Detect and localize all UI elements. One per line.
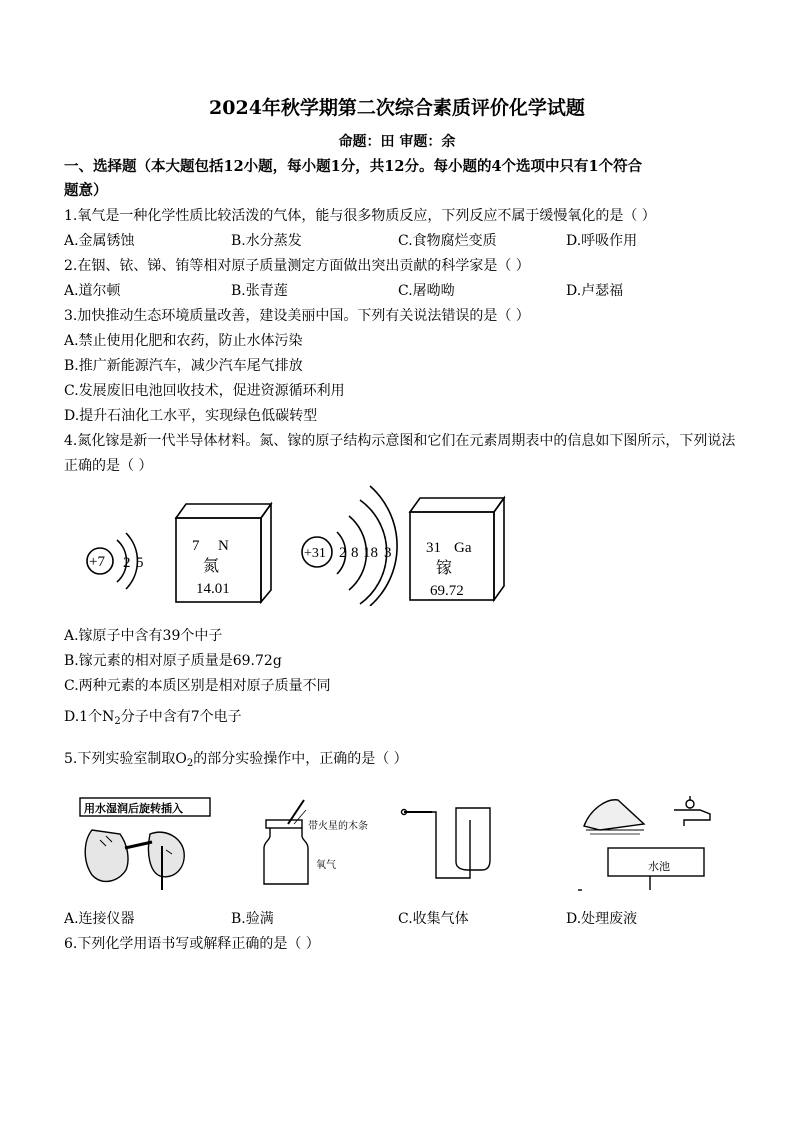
n-atomic-number: 7 — [192, 538, 200, 554]
q4-option-d-post: 分子中含有7个电子 — [120, 709, 242, 725]
fig-d-sink-label: 水池 — [648, 861, 670, 873]
q3-option-c: C.发展废旧电池回收技术，促进资源循环利用 — [64, 383, 345, 399]
question-6-stem: 6.下列化学用语书写或解释正确的是（ ） — [64, 936, 320, 952]
q5-option-c: C.收集气体 — [398, 911, 469, 927]
author-line: 命题：田 审题：余 — [338, 134, 456, 150]
ga-cube-side — [494, 498, 504, 600]
q1-option-d: D.呼吸作用 — [566, 233, 638, 249]
q5-stem-post: 的部分实验操作中，正确的是（ ） — [193, 751, 408, 767]
q2-option-c: C.屠呦呦 — [398, 283, 455, 299]
fig-b-bottle — [264, 800, 308, 884]
n-nucleus-label: +7 — [89, 554, 105, 570]
q3-option-a: A.禁止使用化肥和农药，防止水体污染 — [64, 333, 303, 349]
q4-option-d — [64, 708, 242, 731]
n-atomic-mass: 14.01 — [196, 581, 230, 597]
n-cube-side — [261, 504, 271, 602]
q2-option-d: D.卢瑟福 — [566, 283, 624, 299]
question-2-stem: 2.在铟、铱、锑、铕等相对原子质量测定方面做出突出贡献的科学家是（ ） — [64, 258, 530, 274]
q4-option-d-pre: D.1个N — [64, 709, 115, 725]
ga-atomic-number: 31 — [426, 540, 441, 556]
q5-stem-pre: 5.下列实验室制取O — [64, 751, 187, 767]
q5-option-a: A.连接仪器 — [64, 911, 135, 927]
q4-option-b: B.镓元素的相对原子质量是69.72g — [64, 653, 282, 669]
q4-option-d-sub: 2 — [114, 716, 121, 727]
n-element-name: 氮 — [203, 558, 220, 575]
n-cube-top — [176, 504, 271, 518]
ga-shell-count-4: 3 — [384, 545, 392, 561]
fig-d-waste — [578, 796, 710, 890]
fig-c-collect — [402, 808, 491, 878]
question-4-stem-cont: 正确的是（ ） — [64, 458, 153, 474]
question-4-stem: 4.氮化镓是新一代半导体材料。氮、镓的原子结构示意图和它们在元素周期表中的信息如下图所示，下列说法 — [64, 433, 736, 449]
question-1-stem: 1.氧气是一种化学性质比较活泼的气体，能与很多物质反应，下列反应不属于缓慢氧化的是（ ） — [64, 208, 656, 224]
ga-nucleus-label: +31 — [304, 546, 326, 561]
q4-option-a: A.镓原子中含有39个中子 — [64, 628, 223, 644]
q1-option-c: C.食物腐烂变质 — [398, 233, 497, 249]
ga-cube-top — [410, 498, 504, 512]
ga-shell-count-3: 18 — [363, 545, 378, 561]
question-3-stem: 3.加快推动生态环境质量改善，建设美丽中国。下列有关说法错误的是（ ） — [64, 308, 530, 324]
question-5-stem — [64, 750, 408, 773]
ga-atomic-mass: 69.72 — [430, 583, 464, 599]
q1-option-b: B.水分蒸发 — [231, 233, 302, 249]
q3-option-d: D.提升石油化工水平，实现绿色低碳转型 — [64, 408, 318, 424]
page-title: 2024年秋学期第二次综合素质评价化学试题 — [209, 97, 585, 119]
fig-b-stick-label: 带火星的木条 — [308, 821, 368, 832]
q4-option-c: C.两种元素的本质区别是相对原子质量不同 — [64, 678, 331, 694]
q1-option-a: A.金属锈蚀 — [64, 233, 135, 249]
section-heading-cont: 题意） — [64, 182, 108, 199]
q5-stem-sub: 2 — [186, 758, 194, 769]
section-heading: 一、选择题（本大题包括12小题，每小题1分，共12分。每小题的4个选项中只有1个符合 — [64, 158, 643, 175]
n-shell-count-2: 5 — [136, 555, 144, 571]
n-symbol: N — [218, 538, 229, 554]
lab-operations-figure — [70, 790, 730, 900]
ga-shell-count-2: 8 — [351, 545, 359, 561]
n-shell-count-1: 2 — [123, 555, 131, 571]
q5-option-d: D.处理废液 — [566, 911, 638, 927]
q3-option-b: B.推广新能源汽车，减少汽车尾气排放 — [64, 358, 303, 374]
q2-option-b: B.张青莲 — [231, 283, 288, 299]
atomic-structure-figure — [80, 478, 520, 606]
ga-symbol: Ga — [454, 540, 472, 556]
ga-shell-count-1: 2 — [339, 545, 347, 561]
fig-a-label: 用水湿润后旋转插入 — [84, 803, 183, 815]
q2-option-a: A.道尔顿 — [64, 283, 121, 299]
q5-option-b: B.验满 — [231, 911, 274, 927]
fig-b-gas-label: 氧气 — [316, 860, 336, 871]
ga-element-name: 镓 — [436, 560, 453, 577]
